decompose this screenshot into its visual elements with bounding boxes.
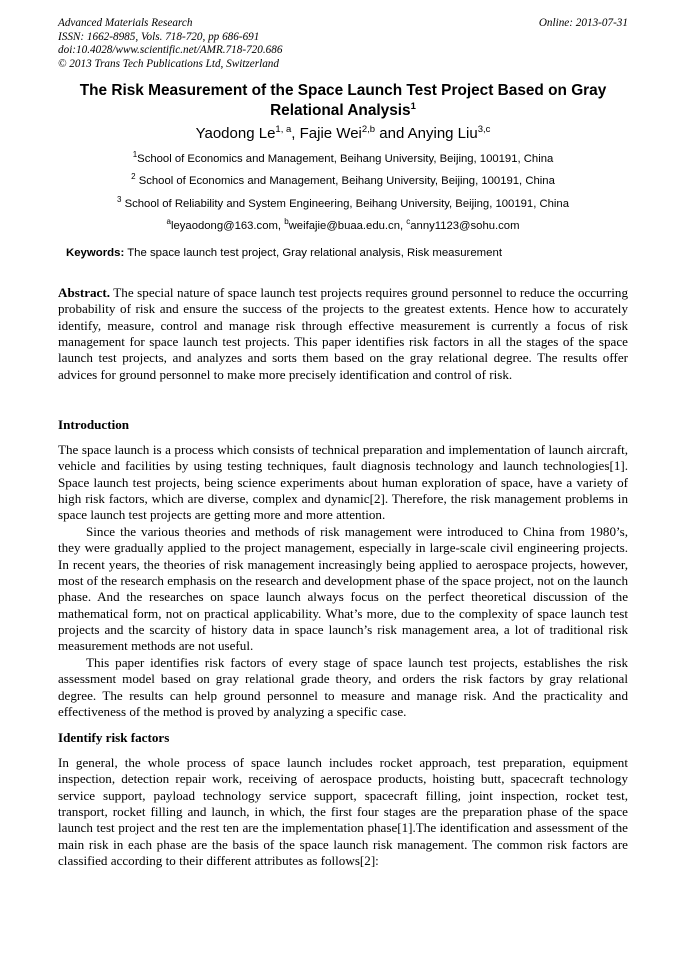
paragraph-text: Since the various theories and methods of risk management were introduced to China from 1980’s, they were gradually applied to the project management, especially in large-scale civil engineering projects. In recent years, the theories of risk management increasingly being applied to aerospace projects, however, most of the research emphasis on the research and development phase of the space project, not on the launch phase. And the researches on space launch always focus on the perfect theoretical discussion of the mathematical form, not on practical applicability. What’s more, due to the complexity of space launch test projects and the scarcity of history data in space launch’s risk management area, a lot of traditional risk measurement methods are not useful. <box>58 524 628 654</box>
abstract-label: Abstract. <box>58 285 110 300</box>
affiliation-text-1: School of Economics and Management, Beihang University, Beijing, 100191, China <box>137 153 554 165</box>
affiliation-marker-3: 3 <box>117 195 122 205</box>
email-address-b[interactable]: weifajie@buaa.edu.cn, <box>288 220 407 232</box>
affiliation-text-3: School of Reliability and System Engineering, Beihang University, Beijing, 100191, China <box>121 198 569 210</box>
journal-row <box>58 17 628 31</box>
keywords-text: The space launch test project, Gray relational analysis, Risk measurement <box>124 247 502 259</box>
paragraph-text: In general, the whole process of space launch includes rocket approach, test preparation, equipment inspection, detection repair work, receiving of aerospace products, hoisting butt, spacecraft technology service support, payload technology service support, spacecraft filling, joint inspection, rocket test, transport, rocket filling and launch, in which, the first four stages are the preparation phase of the space launch test project and the rest ten are the implementation phase[1].The identification and assessment of the main risk in each phase are the basis of the space launch risk management. The common risk factors are classified according to their different attributes as follows[2]: <box>58 755 628 869</box>
abstract-block <box>58 285 628 383</box>
online-date: Online: 2013-07-31 <box>538 17 628 29</box>
title-footnote-marker: 1 <box>410 100 416 112</box>
affiliation-marker-2: 2 <box>131 172 136 182</box>
author-separator-2: and <box>375 125 408 142</box>
affiliation-marker-1: 1 <box>132 150 138 160</box>
introduction-paragraph-1 <box>58 442 628 524</box>
paragraph-text: The space launch is a process which consists of technical preparation and implementation of launch aircraft, vehicle and facilities by using testing techniques, fault diagnosis technology and launch technologies[1]. Space launch test projects, being science experiments about human exploration of space, have a variety of high risk factors, which are diverse, complex and dynamic[2]. Therefore, the risk management problems in space launch test projects are getting more and more attention. <box>58 442 628 523</box>
author-affil-marker-1: 1, a <box>275 124 292 135</box>
paragraph-text: This paper identifies risk factors of every stage of space launch test projects, establishes the risk assessment model based on gray relational grade theory, and orders the risk factors by gray relational degree. The results can help ground personnel to measure and manage risk. And the practicality and effectiveness of the method is proved by analyzing a specific case. <box>58 655 628 720</box>
affiliation-2 <box>58 170 628 193</box>
affiliation-1 <box>58 148 628 171</box>
author-affil-marker-3: 3,c <box>477 124 491 135</box>
abstract-text: The special nature of space launch test projects requires ground personnel to reduce the occurring probability of risk and ensure the success of the projects to the greatest extents. Hence how to accurately identify, measure, control and manage risk through effective measurement is currently a focus of risk management for space launch test projects. This paper identifies risk factors in all the stages of the space launch test projects, and analyzes and sorts them based on the gray relational degree. The results offer advices for ground personnel to make more precisely identification and control of risk. <box>58 285 628 382</box>
email-marker-c: c <box>406 217 411 227</box>
email-address-a[interactable]: leyaodong@163.com, <box>170 220 285 232</box>
affiliation-text-2: School of Economics and Management, Beihang University, Beijing, 100191, China <box>135 175 555 187</box>
email-marker-a: a <box>166 217 171 227</box>
keywords-line <box>66 246 628 261</box>
section-heading-introduction: Introduction <box>58 417 130 432</box>
issn-line: ISSN: 1662-8985, Vols. 718-720, pp 686-691 <box>58 30 260 43</box>
introduction-paragraph-2 <box>58 524 628 655</box>
author-emails <box>58 215 628 238</box>
author-name-1: Yaodong Le <box>195 125 276 142</box>
keywords-label: Keywords: <box>66 247 125 259</box>
section-heading-identify-risk-factors: Identify risk factors <box>58 730 170 745</box>
running-header <box>58 17 628 71</box>
page-title <box>58 81 628 121</box>
copyright-line: © 2013 Trans Tech Publications Ltd, Switzerland <box>58 57 279 70</box>
doi-line: doi:10.4028/www.scientific.net/AMR.718-720.686 <box>58 44 283 57</box>
author-name-3: Anying Liu <box>407 125 478 142</box>
author-separator-1: , <box>291 125 300 142</box>
author-name-2: Fajie Wei <box>299 125 362 142</box>
identify-risk-factors-paragraph-1 <box>58 755 628 869</box>
affiliation-3 <box>58 193 628 216</box>
email-marker-b: b <box>284 217 289 227</box>
journal-name: Advanced Materials Research <box>58 17 193 29</box>
title-text: The Risk Measurement of the Space Launch Test Project Based on Gray Relational Analysis <box>79 82 607 119</box>
page-content <box>58 17 628 869</box>
email-address-c[interactable]: anny1123@sohu.com <box>410 220 520 232</box>
author-list <box>58 124 628 143</box>
introduction-paragraph-3 <box>58 655 628 720</box>
author-affil-marker-2: 2,b <box>361 124 376 135</box>
abstract-paragraph <box>58 285 628 383</box>
